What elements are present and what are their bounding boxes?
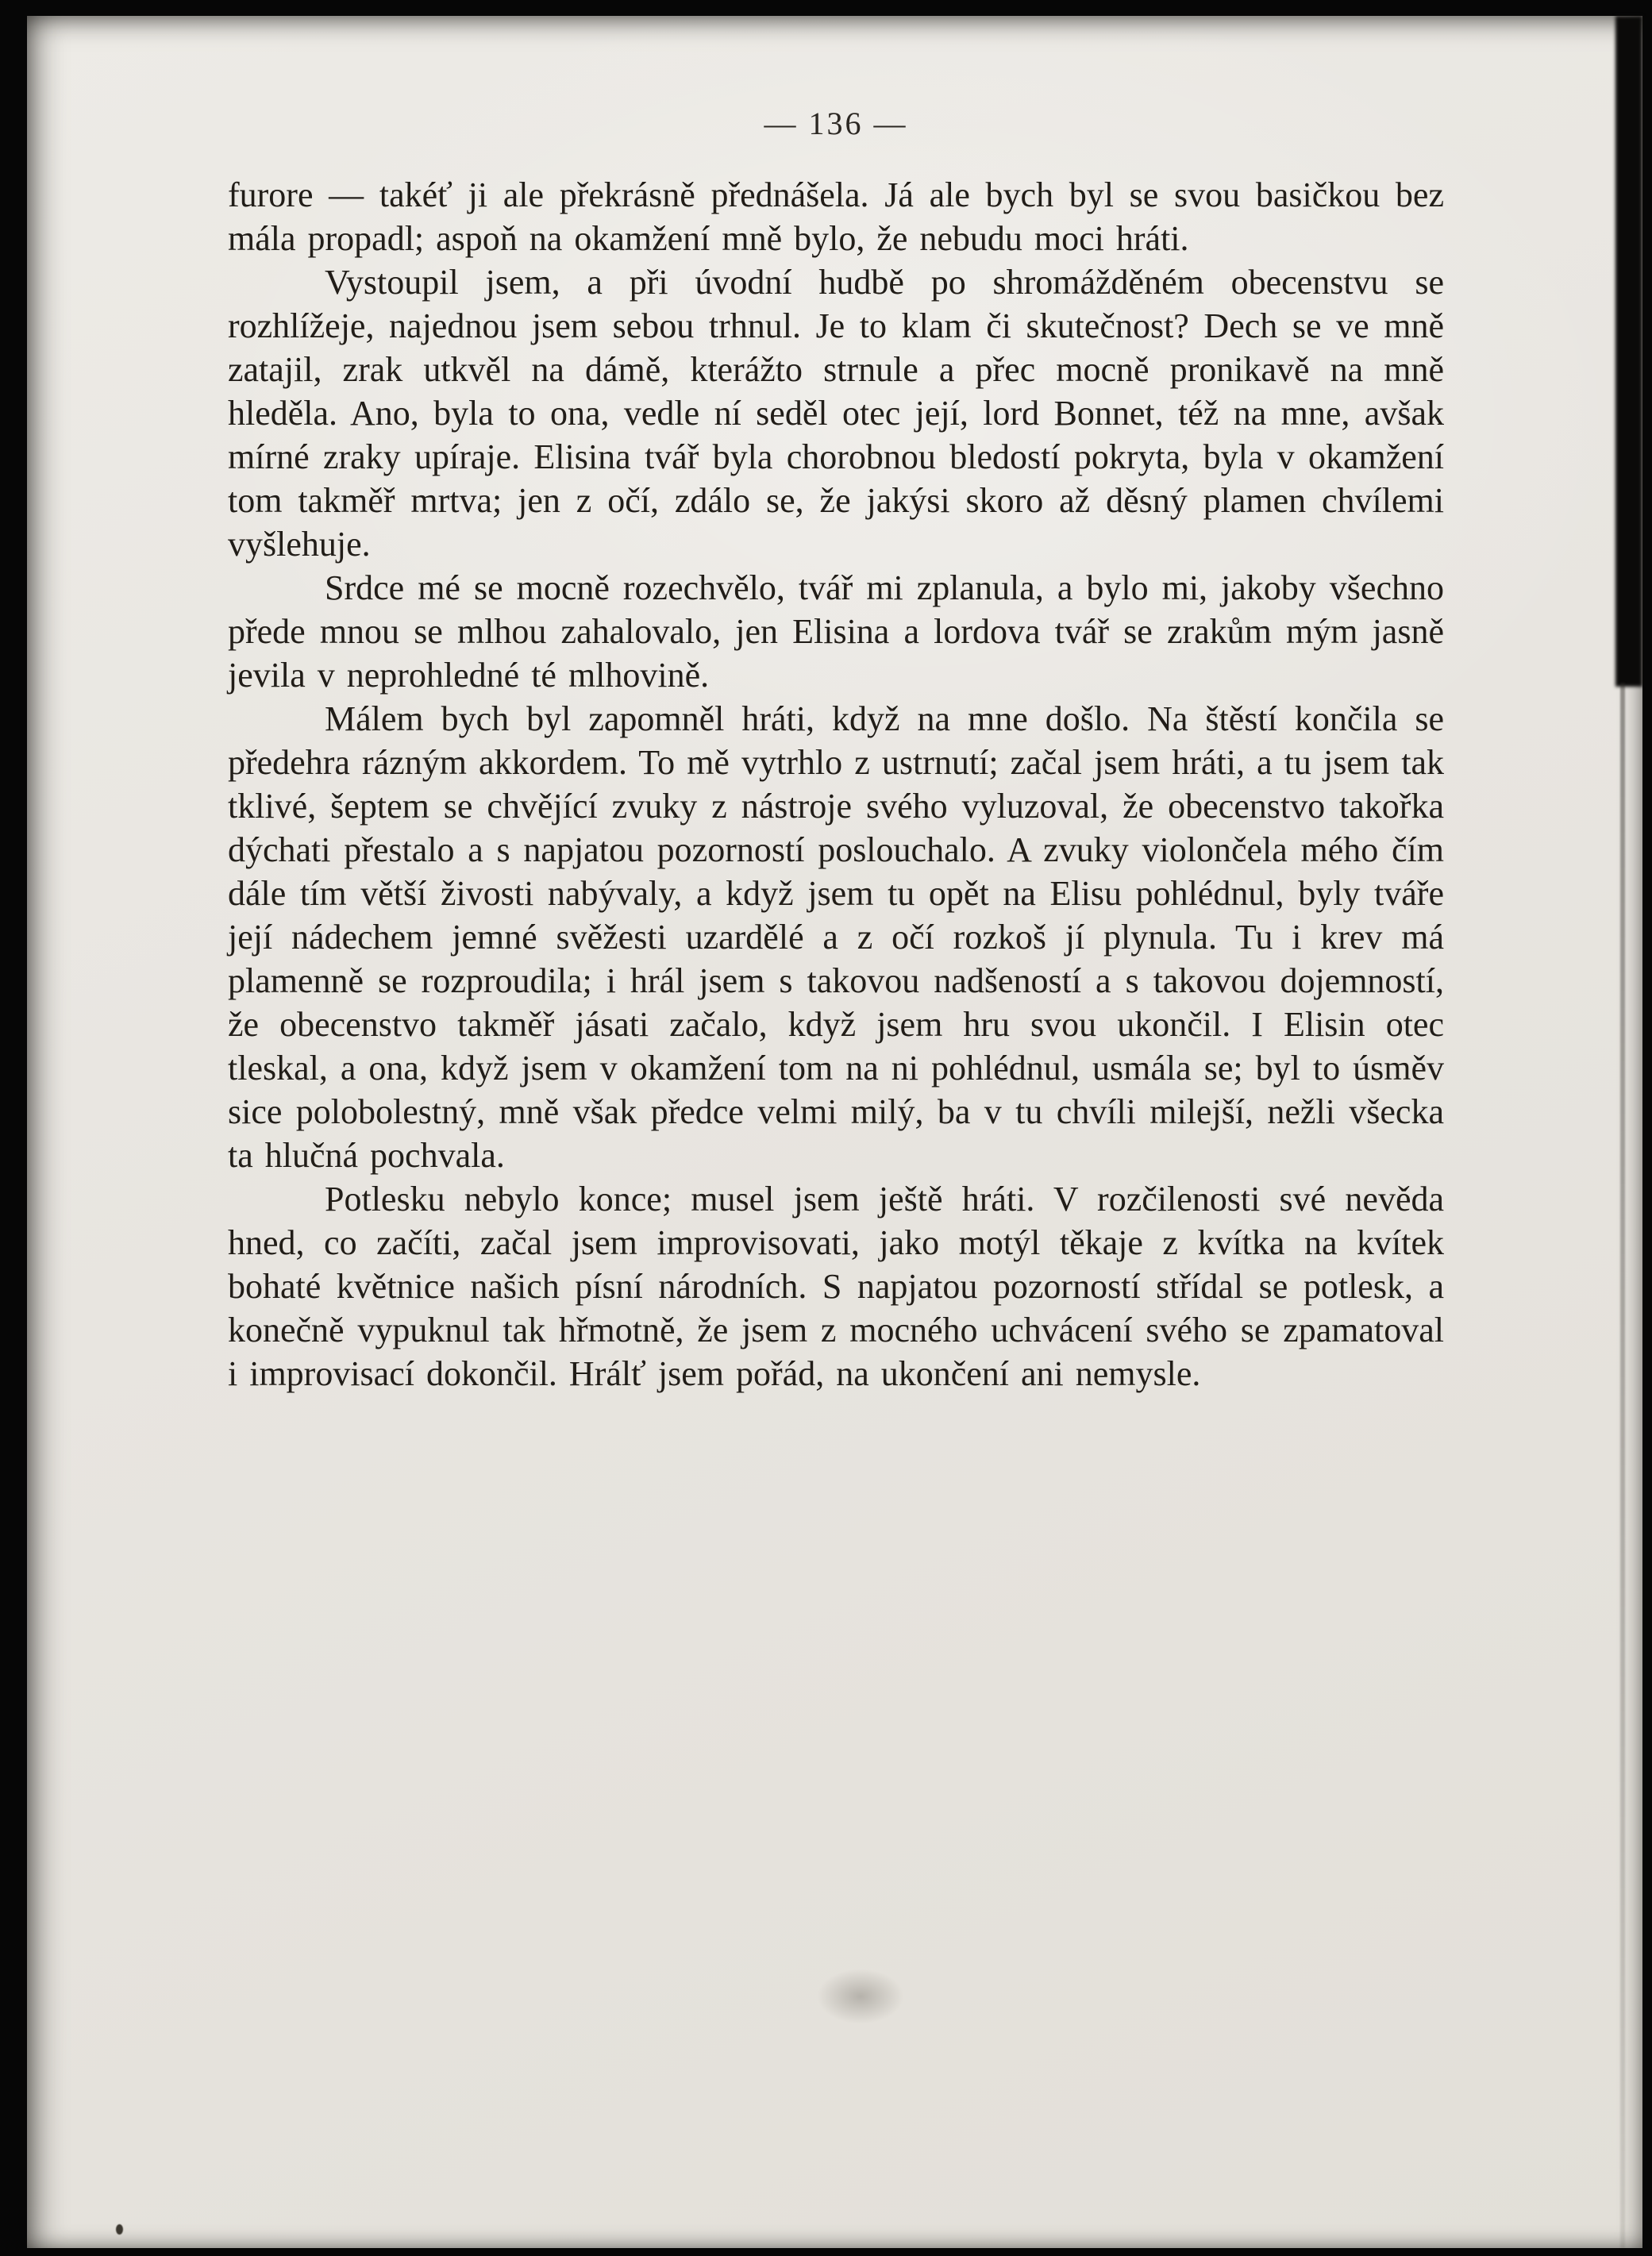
scan-edge-right-line bbox=[1620, 683, 1625, 2248]
scan-smudge bbox=[817, 1969, 904, 2024]
scan-ink-dot bbox=[116, 2224, 123, 2235]
paper-background bbox=[27, 16, 1642, 2248]
page-number: — 136 — bbox=[764, 106, 908, 141]
scan-edge-right-artifact bbox=[1615, 16, 1642, 687]
paragraph-5: Potlesku nebylo konce; musel jsem ještě hráti. V rozčilenosti své nevěda hned, co začíti, začal jsem improvisovati, jako motýl těkaje z kvítka na kvítek bohaté květnice našich písní národních. S napjatou pozorností střídal se potlesk, a konečně vypuknul tak hřmotně, že jsem z mocného uchvácení svého se zpamatoval i improvisací dokončil. Hrálť jsem pořád, na ukončení ani nemysle. bbox=[228, 1180, 1444, 1393]
paragraph-1: furore — takéť ji ale překrásně přednášela. Já ale bych byl se svou basičkou bez mála propadl; aspoň na okamžení mně bylo, že nebudu moci hráti. bbox=[228, 175, 1444, 258]
paragraph-2: Vystoupil jsem, a při úvodní hudbě po shromážděném obecenstvu se rozhlížeje, najednou jsem sebou trhnul. Je to klam či skutečnost? Dech se ve mně zatajil, zrak utkvěl na dámě, kterážto strnule a přec mocně pronikavě na mně hleděla. Ano, byla to ona, vedle ní seděl otec její, lord Bonnet, též na mne, avšak mírné zraky upíraje. Elisina tvář byla chorobnou bledostí pokryta, byla v okamžení tom takměř mrtva; jen z očí, zdálo se, že jakýsi skoro až děsný plamen chvílemi vyšlehuje. bbox=[228, 263, 1444, 564]
paragraph-3: Srdce mé se mocně rozechvělo, tvář mi zplanula, a bylo mi, jakoby všechno přede mnou se mlhou zahalovalo, jen Elisina a lordova tvář se zrakům mým jasně jevila v neprohledné té mlhovině. bbox=[228, 568, 1444, 695]
paragraph-4: Málem bych byl zapomněl hráti, když na mne došlo. Na štěstí končila se předehra rázným akkordem. To mě vytrhlo z ustrnutí; začal jsem hráti, a tu jsem tak tklivé, šeptem se chvějící zvuky z nástroje svého vyluzoval, že obecenstvo takořka dýchati přestalo a s napjatou pozorností poslouchalo. A zvuky violončela mého čím dále tím větší živosti nabývaly, a když jsem tu opět na Elisu pohlédnul, byly tváře její nádechem jemné svěžesti uzardělé a z očí rozkoš jí plynula. Tu i krev má plamenně se rozproudila; i hrál jsem s takovou nadšeností a s takovou dojemností, že obecenstvo takměř jásati začalo, když jsem hru svou ukončil. I Elisin otec tleskal, a ona, když jsem v okamžení tom na ni pohlédnul, usmála se; byl to úsměv sice polobolestný, mně však předce velmi milý, ba v tu chvíli milejší, nežli všecka ta hlučná pochvala. bbox=[228, 699, 1444, 1175]
text-block bbox=[228, 105, 1444, 1396]
